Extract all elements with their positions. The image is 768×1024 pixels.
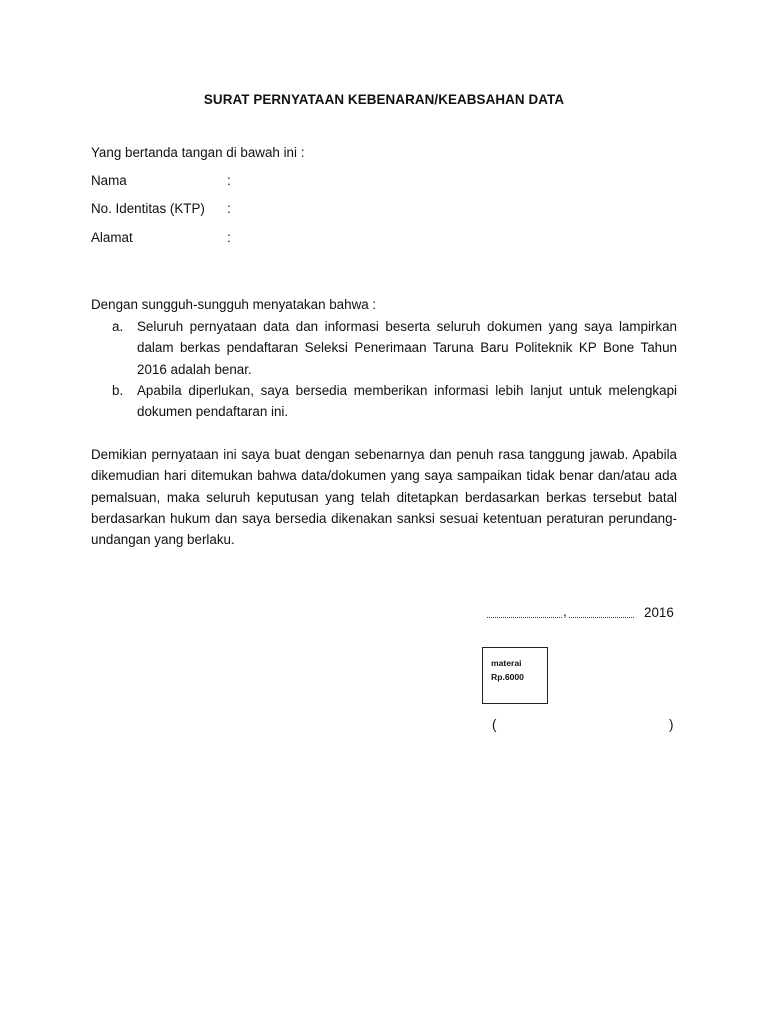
intro-text: Yang bertanda tangan di bawah ini : [91,145,305,160]
field-label: Nama [91,173,127,188]
place-dotted-line [487,617,562,618]
statement-intro: Dengan sungguh-sungguh menyatakan bahwa : [91,297,377,312]
closing-paragraph: Demikian pernyataan ini saya buat dengan sebenarnya dan penuh rasa tanggung jawab. Apabila dikemudian hari ditemukan bahwa data/dokumen yang saya sampaikan tidak benar dan/atau ada pemalsuan, maka seluruh keputusan yang telah ditetapkan berdasarkan berkas tersebut batal berdasarkan hukum dan saya bersedia dikenakan sanksi sesuai ketentuan peraturan perundang-undangan yang berlaku. [91,447,677,548]
signature-year: 2016 [644,605,674,620]
field-colon: : [227,173,231,188]
list-item-text: Seluruh pernyataan data dan informasi beserta seluruh dokumen yang saya lampirkan dalam berkas pendaftaran Seleksi Penerimaan Taruna Baru Politeknik KP Bone Tahun 2016 adalah benar. [137,319,677,377]
field-label: Alamat [91,230,133,245]
date-separator: , [563,604,567,619]
stamp-value: Rp.6000 [491,672,524,682]
signature-paren-open: ( [492,717,497,732]
materai-stamp-box [482,647,548,704]
document-title: SURAT PERNYATAAN KEBENARAN/KEABSAHAN DATA [203,92,565,107]
field-label: No. Identitas (KTP) [91,201,205,216]
list-letter: b. [112,383,124,398]
field-colon: : [227,230,231,245]
stamp-label: materai [491,658,522,668]
list-letter: a. [112,319,124,334]
list-item-text: Apabila diperlukan, saya bersedia memberikan informasi lebih lanjut untuk melengkapi dokumen pendaftaran ini. [137,383,677,420]
signature-paren-close: ) [669,717,674,732]
field-colon: : [227,201,231,216]
date-dotted-line [569,617,634,618]
